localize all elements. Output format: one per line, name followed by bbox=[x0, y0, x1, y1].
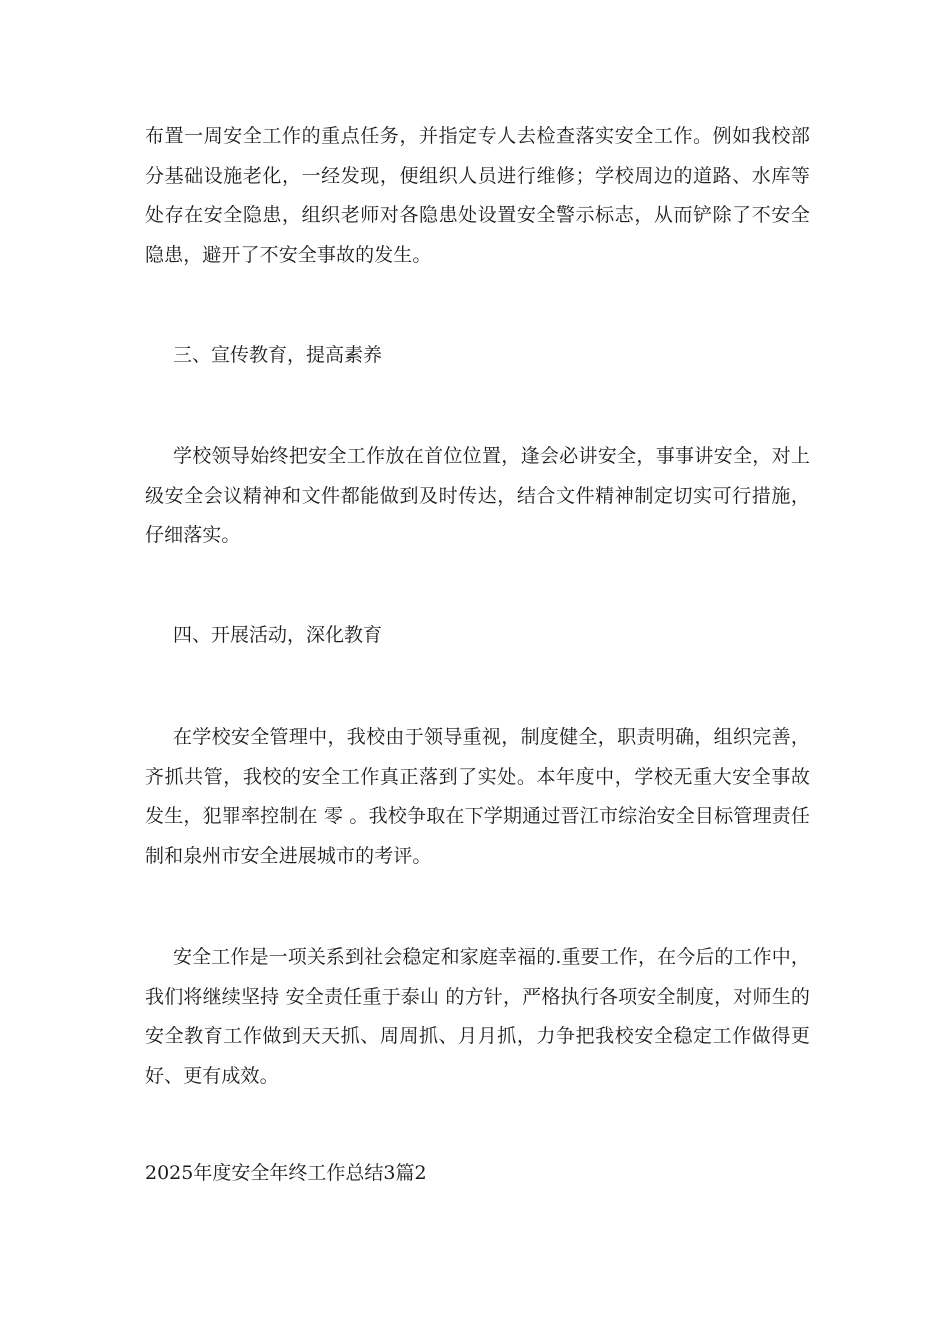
next-article-title: 2025年度安全年终工作总结3篇2 bbox=[145, 1162, 427, 1184]
paragraph-publicity: 学校领导始终把安全工作放在首位位置，逢会必讲安全，事事讲安全，对上级安全会议精神和文件都能做到及时传达，结合文件精神制定切实可行措施，仔细落实。 bbox=[145, 445, 810, 546]
paragraph-activities: 在学校安全管理中，我校由于领导重视，制度健全，职责明确，组织完善，齐抓共管，我校的安全工作真正落到了实处。本年度中，学校无重大安全事故发生，犯罪率控制在 零 。我校争取在下学期通过晋江市综治安全目标管理责任制和泉州市安全进展城市的考评。 bbox=[145, 726, 810, 867]
paragraph-conclusion: 安全工作是一项关系到社会稳定和家庭幸福的.重要工作，在今后的工作中，我们将继续坚持 安全责任重于泰山 的方针，严格执行各项安全制度，对师生的安全教育工作做到天天抓、周周抓、月月抓，力争把我校安全稳定工作做得更好、更有成效。 bbox=[145, 946, 810, 1087]
section-heading-3: 三、宣传教育，提高素养 bbox=[173, 344, 383, 366]
section-heading-4: 四、开展活动，深化教育 bbox=[173, 624, 383, 646]
paragraph-continuation: 布置一周安全工作的重点任务，并指定专人去检查落实安全工作。例如我校部分基础设施老化，一经发现，便组织人员进行维修；学校周边的道路、水库等处存在安全隐患，组织老师对各隐患处设置安全警示标志，从而铲除了不安全隐患，避开了不安全事故的发生。 bbox=[145, 125, 810, 266]
